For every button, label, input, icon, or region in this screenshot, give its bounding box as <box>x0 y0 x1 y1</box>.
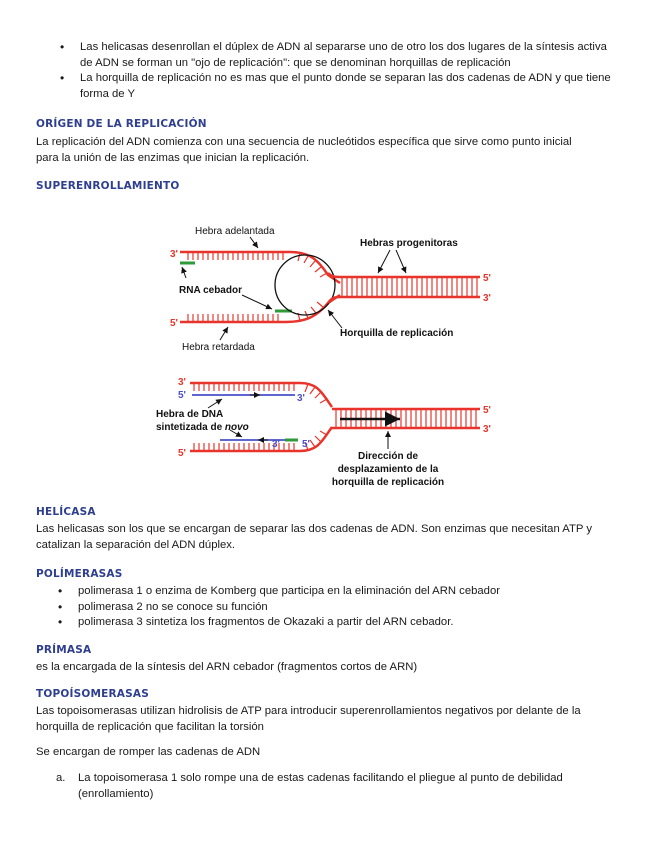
list-marker: a. <box>56 772 66 784</box>
list-item: La topoisomerasa 1 solo rompe una de estas cadenas facilitando el pliegue al punto de debilidad (enrollamiento) <box>78 772 563 800</box>
section-heading-primasa: PRÍMASA <box>36 644 92 656</box>
label-5-prime: 5' <box>483 273 491 284</box>
origen-paragraph: La replicación del ADN comienza con una secuencia de nucleótidos específica que sirve como punto inicial para la unión de las enzimas que inician la replicación. <box>36 136 572 164</box>
section-heading-origen: ORÍGEN DE LA REPLICACIÓN <box>36 118 207 130</box>
label-3-prime: 3' <box>272 439 280 450</box>
label-5-prime: 5' <box>302 439 310 450</box>
replication-fork-diagram <box>150 215 510 495</box>
label-hebras-progenitoras: Hebras progenitoras <box>360 238 458 249</box>
label-hebra-adelantada: Hebra adelantada <box>195 226 275 237</box>
label-5-prime: 5' <box>170 318 178 329</box>
list-item: • Las helicasas desenrollan el dúplex de ADN al separarse uno de otro los dos lugares de la síntesis activa de ADN se forman un "ojo de replicación": que se denominan horquillas de replicación <box>50 40 620 71</box>
bottom-fork <box>156 377 491 488</box>
list-item: • La horquilla de replicación no es mas que el punto donde se separan las dos cadenas de ADN y que tiene forma de Y <box>50 71 620 102</box>
top-fork <box>170 226 491 353</box>
list-item: • polimerasa 2 no se conoce su función <box>48 600 608 616</box>
label-3-prime: 3' <box>178 377 186 388</box>
topoisomerasas-list-item <box>56 771 616 802</box>
section-heading-topoisomerasas: TOPOÍSOMERASAS <box>36 688 149 700</box>
label-5-prime: 5' <box>178 448 186 459</box>
section-heading-superenrollamiento: SUPERENROLLAMIENTO <box>36 180 180 192</box>
label-5-prime: 5' <box>178 390 186 401</box>
label-3-prime: 3' <box>483 293 491 304</box>
label-sintetizada-de-novo: sintetizada de novo <box>156 422 249 433</box>
label-5-prime: 5' <box>483 405 491 416</box>
label-desplazamiento: desplazamiento de la <box>337 464 439 475</box>
label-3-prime: 3' <box>170 249 178 260</box>
topoisomerasas-paragraph-2: Se encargan de romper las cadenas de ADN <box>36 746 261 758</box>
list-item: • polimerasa 1 o enzima de Komberg que participa en la eliminación del ARN cebador <box>48 584 608 600</box>
topoisomerasas-paragraph: Las topoisomerasas utilizan hidrolisis de ATP para introducir superenrollamientos negativos por delante de la horquilla de replicación que facilitan la torsión <box>36 705 581 733</box>
label-3-prime: 3' <box>483 424 491 435</box>
label-horquilla-replicacion: Horquilla de replicación <box>340 328 454 339</box>
label-direccion: Dirección de <box>357 451 419 462</box>
helicasa-paragraph: Las helicasas son los que se encargan de separar las dos cadenas de ADN. Son enzimas que necesitan ATP y catalizan la separación del ADN dúplex. <box>36 523 592 551</box>
list-item: • polimerasa 3 sintetiza los fragmentos de Okazaki a partir del ARN cebador. <box>48 615 608 631</box>
label-hebra-dna: Hebra de DNA <box>156 409 224 420</box>
intro-bullet-list <box>50 40 620 102</box>
section-heading-polimerasas: POLÍMERASAS <box>36 568 123 580</box>
section-heading-helicasa: HELÍCASA <box>36 506 96 518</box>
label-horquilla: horquilla de replicación <box>331 477 445 488</box>
label-3-prime: 3' <box>297 393 305 404</box>
label-hebra-retardada: Hebra retardada <box>182 342 255 353</box>
polimerasas-list <box>48 584 608 631</box>
primasa-paragraph: es la encargada de la síntesis del ARN cebador (fragmentos cortos de ARN) <box>36 661 418 673</box>
label-rna-cebador: RNA cebador <box>179 285 242 296</box>
